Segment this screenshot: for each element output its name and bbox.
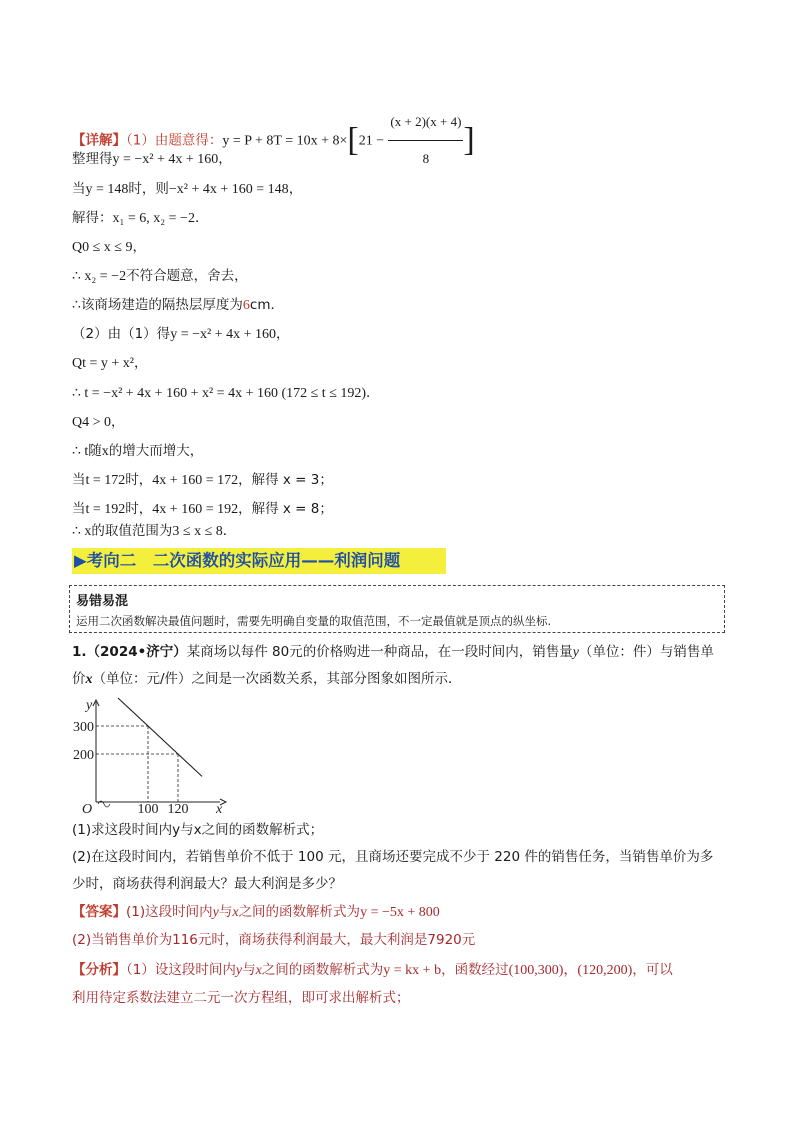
var-x: x bbox=[232, 905, 239, 920]
var-y: y bbox=[572, 645, 579, 660]
math: 4x + 160 = 172 bbox=[152, 473, 239, 488]
x-axis-label: x bbox=[216, 802, 223, 814]
text: ， bbox=[134, 355, 148, 371]
var-x: x bbox=[85, 672, 93, 687]
math: Q0 ≤ x ≤ 9 bbox=[72, 240, 133, 255]
analysis-line-1 bbox=[72, 960, 673, 981]
math: t = 172 bbox=[85, 473, 126, 488]
text: ，解得 x = 3； bbox=[238, 472, 333, 488]
text: 整理得 bbox=[72, 151, 113, 167]
math: ∴ t = −x² + 4x + 160 + x² = 4x + 160 (172 ≤ t ≤ 192) bbox=[72, 386, 367, 401]
text: cm． bbox=[249, 297, 284, 313]
text: ， bbox=[275, 326, 290, 342]
y-tick-label-300: 300 bbox=[73, 720, 94, 735]
x-tick-label-120: 120 bbox=[167, 802, 189, 814]
text: 当 bbox=[72, 181, 86, 197]
math: 6 bbox=[242, 298, 250, 313]
math: ∴ x bbox=[72, 524, 92, 539]
y-axis-label: y bbox=[86, 698, 93, 713]
text: 的取值范围为 bbox=[91, 523, 173, 539]
problem-source: （2024•济宁） bbox=[86, 644, 187, 660]
detail-intro: （1）由题意得： bbox=[126, 132, 223, 149]
right-bracket: ] bbox=[463, 121, 475, 159]
text: 的增大而增大， bbox=[108, 443, 204, 459]
solution-line-2 bbox=[72, 179, 302, 200]
chart-layer bbox=[73, 698, 226, 814]
text: 与 bbox=[242, 962, 256, 978]
solution-line-14 bbox=[72, 521, 236, 542]
math: y = 148 bbox=[85, 182, 129, 197]
fraction-numerator: (x + 2)(x + 4) bbox=[388, 104, 463, 141]
notice-body: 运用二次函数解决最值问题时，需要先明确自变量的取值范围，不一定最值就是顶点的纵坐标. bbox=[76, 614, 552, 628]
text: 解得： bbox=[72, 210, 113, 226]
solution-line-3 bbox=[72, 208, 208, 229]
solution-line-1 bbox=[72, 149, 232, 170]
y-tick-label-200: 200 bbox=[73, 748, 94, 763]
text: 随 bbox=[88, 443, 102, 459]
analysis-line-2: 利用待定系数法建立二元一次方程组，即可求出解析式； bbox=[72, 990, 410, 1006]
text: 之间的函数解析式为 bbox=[238, 904, 361, 920]
math: Qt = y + x² bbox=[72, 356, 134, 371]
problem-line-1 bbox=[72, 642, 714, 663]
text: ， bbox=[132, 239, 146, 255]
text: 时，则 bbox=[128, 181, 169, 197]
math: x bbox=[101, 444, 109, 459]
fraction-denominator: 8 bbox=[422, 151, 430, 166]
text: 时， bbox=[125, 501, 153, 517]
math: −x² + 4x + 160 = 148 bbox=[168, 182, 289, 197]
solution-line-10 bbox=[72, 412, 125, 433]
text: 时， bbox=[125, 472, 153, 488]
left-bracket: [ bbox=[347, 121, 359, 159]
answer-line-1 bbox=[72, 902, 440, 923]
math: Q4 > 0 bbox=[72, 415, 112, 430]
math: y = −x² + 4x + 160 bbox=[112, 152, 219, 167]
solution-line-13 bbox=[72, 499, 333, 520]
solution-line-5 bbox=[72, 266, 248, 287]
function-graph bbox=[70, 696, 240, 814]
detail-tag: 【详解】 bbox=[72, 132, 126, 149]
question-2a: (2)在这段时间内，若销售单价不低于 100 元，且商场还要完成不少于 220 件的销售任务，当销售单价为多 bbox=[72, 849, 714, 865]
detail-eq-lhs: y = P + 8T = 10x + 8× bbox=[222, 133, 348, 149]
question-2b: 少时，商场获得利润最大？最大利润是多少？ bbox=[72, 876, 342, 892]
problem-line-2 bbox=[72, 669, 462, 690]
solution-line-9 bbox=[72, 383, 380, 404]
question-1: (1)求这段时间内y与x之间的函数解析式； bbox=[72, 822, 324, 838]
notice-box bbox=[69, 585, 725, 633]
section-heading bbox=[72, 548, 446, 574]
math: 4x + 160 = 192 bbox=[152, 502, 239, 517]
analysis-tag: 【分析】 bbox=[72, 962, 126, 978]
notice-title: 易错易混 bbox=[76, 594, 129, 609]
detail-eq-fraction bbox=[388, 104, 463, 177]
solution-line-7 bbox=[72, 324, 289, 345]
var-y: y bbox=[235, 963, 243, 978]
section-title: ▶考向二 二次函数的实际应用——利润问题 bbox=[74, 551, 401, 570]
math: ∴ x₂ = −2 bbox=[72, 269, 127, 284]
text: ． bbox=[194, 210, 209, 226]
text: 与 bbox=[218, 904, 233, 920]
math: y = kx + b bbox=[383, 963, 442, 978]
math: y = −x² + 4x + 160 bbox=[170, 327, 276, 342]
text: 价 bbox=[72, 671, 86, 687]
problem-number: 1. bbox=[72, 644, 87, 660]
text: 当 bbox=[72, 501, 86, 517]
text: ，可以 bbox=[632, 962, 673, 978]
text: 之间的函数解析式为 bbox=[261, 962, 384, 978]
text: （单位：元/件）之间是一次函数关系，其部分图象如图所示． bbox=[92, 671, 462, 687]
solution-line-6 bbox=[72, 295, 284, 316]
math: ∴ bbox=[72, 298, 81, 313]
text: (1)这段时间内 bbox=[126, 904, 213, 920]
solution-line-8 bbox=[72, 353, 148, 374]
solution-line-11 bbox=[72, 441, 203, 462]
text: （1）设这段时间内 bbox=[126, 962, 236, 978]
text: ，函数经过 bbox=[441, 962, 509, 978]
text: ，解得 x = 8； bbox=[238, 501, 333, 517]
text: ． bbox=[222, 523, 237, 539]
answer-tag: 【答案】 bbox=[72, 904, 126, 920]
math: ∴ t bbox=[72, 444, 89, 459]
text: ． bbox=[366, 385, 380, 401]
function-line bbox=[118, 698, 202, 776]
text: （2）由（1）得 bbox=[72, 326, 171, 342]
math: x₁ = 6, x₂ = −2 bbox=[112, 211, 195, 226]
answer-line-2: (2)当销售单价为116元时，商场获得利润最大，最大利润是7920元 bbox=[72, 932, 476, 948]
x-tick-label-100: 100 bbox=[137, 802, 159, 814]
text: （单位：件）与销售单 bbox=[578, 644, 714, 660]
origin-label: O bbox=[82, 802, 93, 814]
math: 3 ≤ x ≤ 8 bbox=[172, 524, 223, 539]
solution-line-4 bbox=[72, 237, 146, 258]
text: 当 bbox=[72, 472, 86, 488]
math: (100,300)，(120,200) bbox=[508, 963, 633, 978]
math: t = 192 bbox=[85, 502, 126, 517]
math: y = −5x + 800 bbox=[360, 905, 440, 920]
text: ， bbox=[288, 181, 303, 197]
detail-eq-bracket-inner: 21 − bbox=[358, 133, 385, 149]
var-x: x bbox=[255, 963, 262, 978]
text: 某商场以每件 80元的价格购进一种商品，在一段时间内，销售量 bbox=[186, 644, 573, 660]
text: 该商场建造的隔热层厚度为 bbox=[80, 297, 243, 313]
solution-line-12 bbox=[72, 470, 333, 491]
text: 不符合题意，舍去， bbox=[126, 268, 248, 284]
text: ， bbox=[218, 151, 232, 167]
var-y: y bbox=[212, 905, 219, 920]
text: ， bbox=[111, 414, 125, 430]
